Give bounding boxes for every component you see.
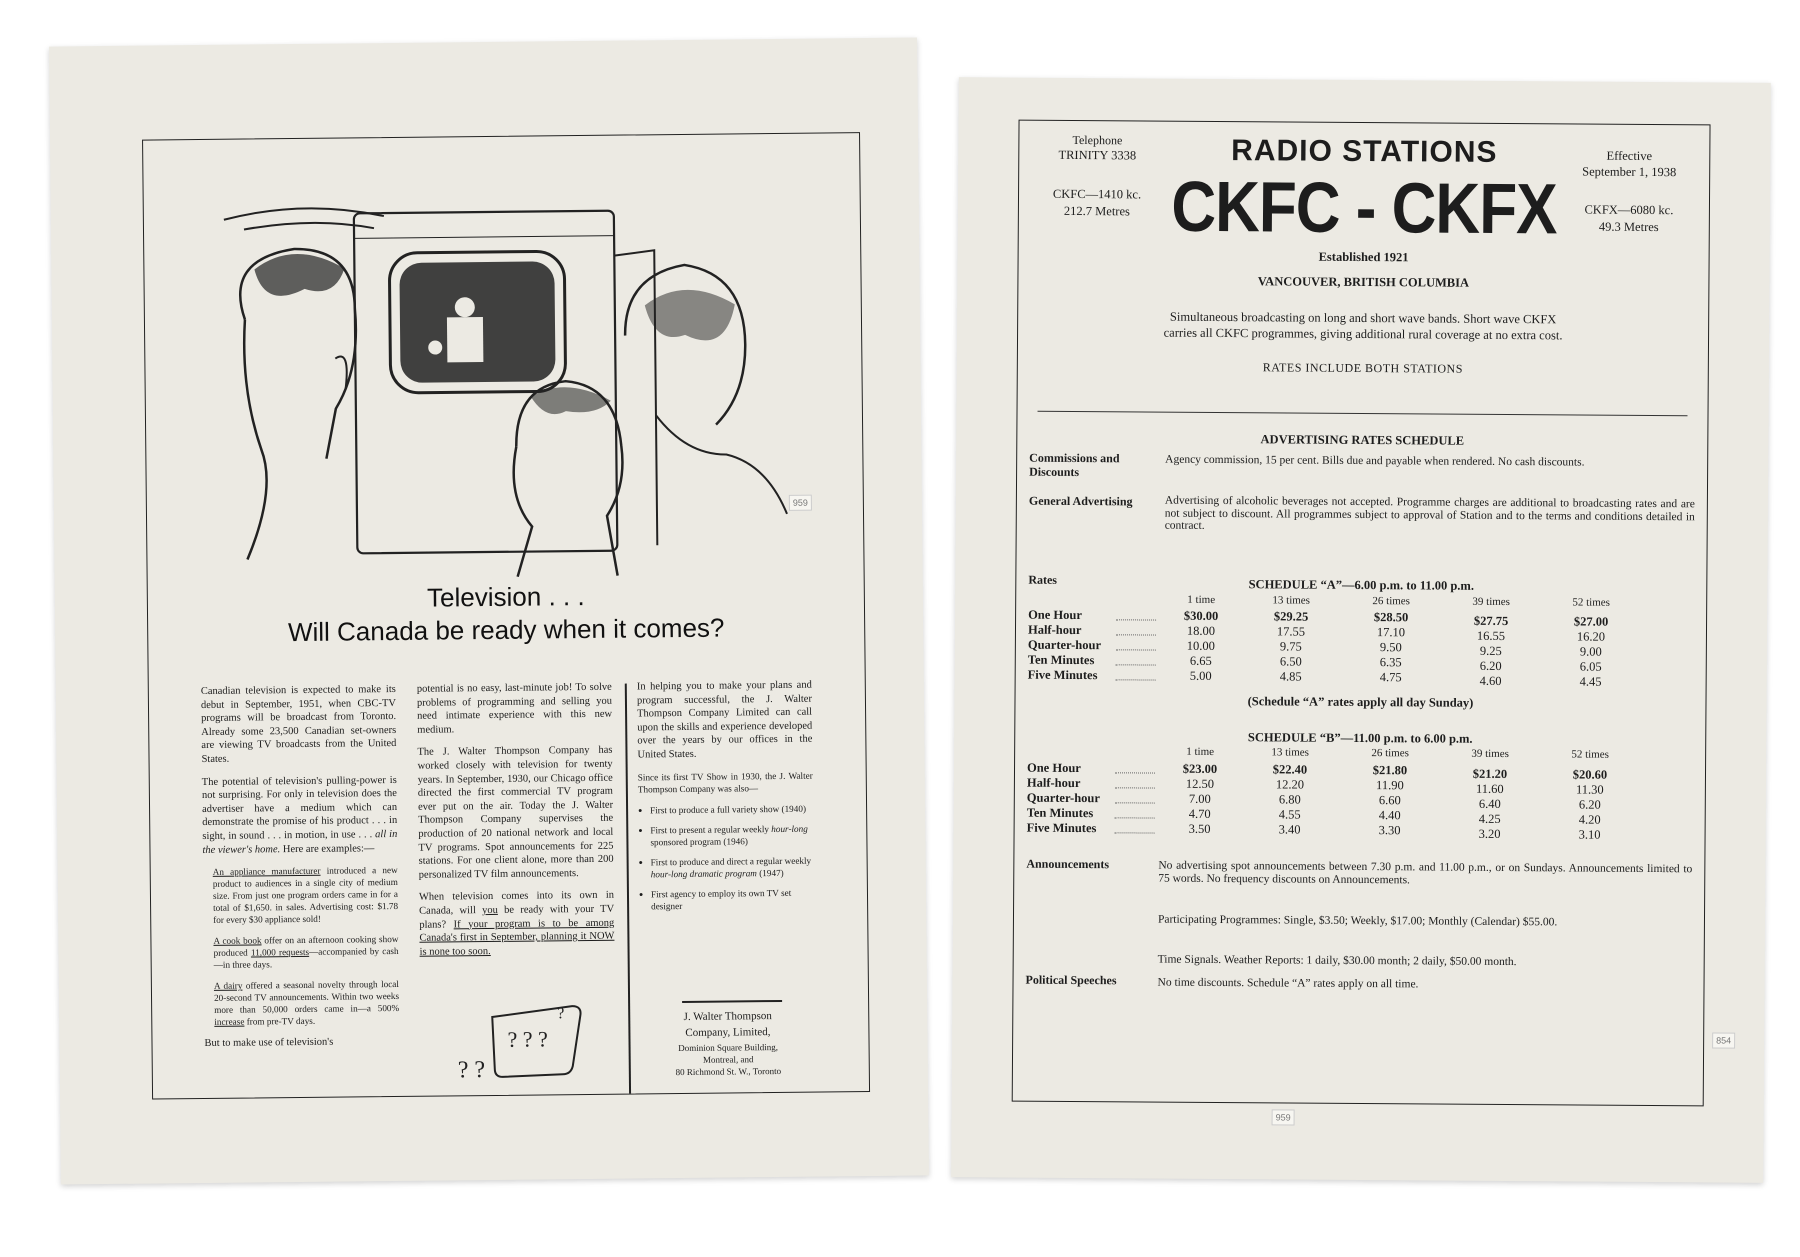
signature-rule	[682, 1000, 782, 1003]
list-item: ● First to present a regular weekly hour-long sponsored program (1946)	[638, 822, 813, 848]
paragraph: Canadian television is expected to make its debut in September, 1951, when CBC-TV programs will be broadcast from Toronto. Already some 23,500 Canadian set-owners are viewing TV broadcasts from the United States.	[200, 683, 397, 765]
list-item: ● First agency to employ its own TV set designer	[639, 886, 814, 912]
station-call-letters: CKFC - CKFX	[1171, 167, 1557, 250]
rate-cell: $29.25	[1273, 609, 1309, 624]
leader-dots	[1115, 772, 1155, 773]
svg-text:?: ?	[557, 1005, 565, 1023]
rate-cell: 9.50	[1379, 640, 1402, 655]
title-small: RADIO STATIONS	[1231, 134, 1498, 169]
paragraph: In helping you to make your plans and program successful, the J. Walter Thompson Company Limited can call upon the skills and experience developed over the years by our offices in the United States.	[636, 679, 813, 761]
leader-dots	[1116, 649, 1156, 650]
list-item: ● First to produce and direct a regular weekly hour-long dramatic program (1947)	[639, 854, 814, 880]
section-divider	[1038, 411, 1688, 417]
paragraph: potential is no easy, last-minute job! To solve problems of programming and selling you need intimate experience with this new medium.	[416, 681, 613, 736]
political-speeches-text: No time discounts. Schedule “A” rates apply on all time.	[1157, 976, 1419, 991]
rate-cell: 4.40	[1378, 808, 1401, 823]
firsts-list	[638, 802, 814, 912]
paragraph: Since its first TV Show in 1930, the J. Walter Thompson Company was also—	[637, 770, 813, 795]
rate-row-label: Half-hour	[1026, 775, 1081, 791]
column-header: 1 time	[1186, 745, 1215, 758]
column-header: 1 time	[1187, 593, 1216, 606]
political-speeches-label: Political Speeches	[1025, 972, 1117, 988]
rate-cell: 9.25	[1479, 643, 1502, 658]
leader-dots	[1115, 802, 1155, 803]
leader-dots	[1116, 664, 1156, 665]
rate-cell: 16.55	[1476, 628, 1506, 644]
svg-text:? ?: ? ?	[457, 1057, 486, 1084]
rate-card-frame	[1012, 120, 1711, 1107]
list-item: ● First to produce a full variety show (1940)	[638, 802, 813, 816]
schedule-b-table	[1020, 121, 1710, 126]
rate-cell: $20.60	[1572, 767, 1608, 782]
telephone-number: TRINITY 3338	[1058, 147, 1137, 163]
rate-cell: $27.00	[1573, 614, 1609, 629]
leader-dots	[1115, 817, 1155, 818]
rate-cell: $30.00	[1183, 608, 1219, 624]
rate-row-label: One Hour	[1026, 760, 1081, 776]
column-header: 26 times	[1372, 595, 1411, 608]
headline-line-1: Television . . .	[426, 580, 585, 613]
established-year: Established 1921	[1318, 249, 1409, 265]
column-header: 13 times	[1271, 746, 1309, 759]
rate-cell: 6.50	[1279, 654, 1302, 669]
rate-cell: 4.70	[1188, 806, 1211, 821]
rate-cell: 11.30	[1575, 782, 1604, 797]
company-address: Montreal, and	[702, 1054, 754, 1065]
simulcast-note: Simultaneous broadcasting on long and short wave bands. Short wave CKFX	[1169, 309, 1557, 327]
time-signals-text: Time Signals. Weather Reports: 1 daily, $30.00 month; 2 daily, $50.00 month.	[1157, 953, 1517, 969]
archive-tag: 959	[1272, 1109, 1295, 1125]
rate-cell: $21.80	[1372, 763, 1408, 778]
leader-dots	[1115, 832, 1155, 833]
schedule-a-table	[1020, 121, 1710, 126]
ad-column-1	[201, 683, 400, 1060]
leader-dots	[1116, 634, 1156, 635]
archive-tag: 854	[1712, 1032, 1735, 1048]
rate-cell: 6.20	[1578, 797, 1601, 812]
rate-cell: 6.35	[1379, 655, 1402, 670]
rate-row-label: Quarter-hour	[1026, 790, 1101, 806]
rate-cell: 17.55	[1276, 624, 1306, 639]
paragraph: When television comes into its own in Canada, will you be ready with your TV plans? If your program is to be among Canada's first in September, planning it NOW is none too soon.	[418, 890, 615, 958]
advertisement-page	[49, 37, 929, 1184]
announcements-text: No advertising spot announcements between 7.30 p.m. and 11.00 p.m., or on Sundays. Announcements limited to 75 words. No frequency discounts on Announcements.	[1158, 859, 1693, 886]
example-dairy: A dairy offered a seasonal novelty through local 20-second TV announcements. Within two weeks more than 50,000 orders came in—a 500% increase from pre-TV days.	[213, 979, 400, 1028]
column-header: 52 times	[1572, 596, 1611, 609]
rate-cell: 11.60	[1476, 781, 1504, 797]
example-cook-book: A cook book offer on an afternoon cooking show produced 11,000 requests—accompanied by cash—in three days.	[213, 934, 399, 971]
rate-cell: 4.25	[1478, 811, 1501, 826]
svg-text:? ? ?: ? ? ?	[507, 1026, 548, 1052]
company-address: Dominion Square Building,	[678, 1041, 779, 1054]
rates-label: Rates	[1028, 572, 1058, 587]
company-signature: J. Walter Thompson	[683, 1010, 772, 1023]
general-advertising-label: General Advertising	[1028, 493, 1133, 509]
schedule-heading: ADVERTISING RATES SCHEDULE	[1260, 432, 1465, 448]
rate-row-label: Half-hour	[1027, 622, 1082, 638]
rate-row-label: Ten Minutes	[1027, 652, 1095, 668]
rate-cell: 6.20	[1479, 658, 1502, 673]
rate-cell: 3.30	[1378, 823, 1401, 838]
rate-cell: $22.40	[1272, 762, 1308, 777]
rate-cell: 4.60	[1479, 673, 1502, 688]
family-watching-tv-illustration	[183, 153, 827, 590]
rate-cell: $28.50	[1373, 610, 1409, 625]
ckfx-metres: 49.3 Metres	[1598, 219, 1659, 235]
company-address: 80 Richmond St. W., Toronto	[675, 1065, 782, 1078]
location: VANCOUVER, BRITISH COLUMBIA	[1257, 274, 1470, 290]
schedule-a-note: (Schedule “A” rates apply all day Sunday)	[1247, 694, 1474, 710]
rate-cell: $23.00	[1182, 761, 1218, 776]
rate-cell: 6.40	[1478, 796, 1501, 811]
rate-cell: 4.20	[1578, 812, 1601, 827]
effective-date: September 1, 1938	[1582, 164, 1677, 180]
paragraph: The J. Walter Thompson Company has worked closely with television for twenty years. In September, 1930, our Chicago office directed the first commercial TV program ever put on the air. Today the J. Walter Thompson Company supervises the production of 20 national network and local TV programs. Spot announcements for 225 stations. For one client alone, more than 200 personalized TV film announcements.	[417, 745, 614, 881]
rate-cell: 4.75	[1379, 670, 1402, 685]
headline-line-2: Will Canada be ready when it comes?	[287, 612, 725, 648]
schedule-a-title: SCHEDULE “A”—6.00 p.m. to 11.00 p.m.	[1248, 577, 1475, 593]
rate-cell: 6.60	[1378, 793, 1401, 808]
commissions-label: Commissions and	[1029, 450, 1120, 466]
participating-programmes-text: Participating Programmes: Single, $3.50; Weekly, $17.00; Monthly (Calendar) $55.00.	[1157, 913, 1558, 929]
rate-cell: 10.00	[1186, 638, 1215, 653]
simulcast-note: carries all CKFC programmes, giving additional rural coverage at no extra cost.	[1163, 325, 1563, 343]
column-header: 26 times	[1371, 747, 1409, 760]
rate-row-label: Ten Minutes	[1026, 805, 1094, 821]
example-appliance: An appliance manufacturer introduced a new product to audiences in a single city of medium size. From just one program orders came in for a total of $1,650. in sales. Advertising cost: $1.78 for every $30 appliance sold!	[212, 865, 399, 926]
commissions-label: Discounts	[1029, 464, 1080, 480]
advertisement-frame	[142, 132, 870, 1099]
tv-question-marks-icon	[452, 996, 613, 1088]
archive-tag: 959	[789, 495, 812, 511]
schedule-b-title: SCHEDULE “B”—11.00 p.m. to 6.00 p.m.	[1247, 730, 1473, 746]
effective-label: Effective	[1606, 148, 1653, 164]
rate-cell: 12.20	[1275, 777, 1305, 792]
rate-cell: $21.20	[1472, 766, 1508, 782]
rate-cell: 4.45	[1579, 674, 1602, 689]
rate-cell: 16.20	[1576, 629, 1606, 644]
ckfc-frequency: CKFC—1410 kc.	[1052, 186, 1142, 202]
rate-cell: 9.75	[1279, 639, 1302, 654]
rate-card-page	[951, 77, 1771, 1183]
rate-cell: 5.00	[1189, 668, 1212, 683]
rate-row-label: Five Minutes	[1027, 667, 1098, 683]
rate-row-label: Quarter-hour	[1027, 637, 1102, 653]
column-header: 39 times	[1471, 747, 1509, 761]
rate-cell: 4.55	[1278, 807, 1301, 822]
rate-cell: 3.50	[1188, 821, 1211, 836]
rate-row-label: One Hour	[1028, 607, 1082, 623]
rate-cell: 3.20	[1478, 826, 1501, 841]
column-header: 52 times	[1571, 748, 1609, 761]
rate-cell: 7.00	[1188, 791, 1211, 806]
rate-cell: 11.90	[1376, 778, 1404, 793]
rate-cell: 17.10	[1376, 625, 1406, 640]
rate-cell: 6.05	[1579, 659, 1602, 674]
leader-dots	[1115, 787, 1155, 788]
rate-row-label: Five Minutes	[1026, 820, 1097, 836]
ckfx-frequency: CKFX—6080 kc.	[1584, 202, 1674, 218]
announcements-label: Announcements	[1026, 856, 1110, 872]
leader-dots	[1116, 679, 1156, 680]
leader-dots	[1116, 619, 1156, 620]
commissions-text: Agency commission, 15 per cent. Bills due and payable when rendered. No cash discounts.	[1165, 453, 1585, 469]
column-header: 13 times	[1272, 594, 1311, 607]
rate-cell: 18.00	[1186, 623, 1216, 638]
ad-column-3	[637, 679, 814, 920]
column-divider	[625, 684, 631, 1094]
rates-include-note: RATES INCLUDE BOTH STATIONS	[1262, 360, 1463, 376]
rate-cell: 12.50	[1185, 776, 1215, 791]
paragraph: But to make use of television's	[204, 1036, 334, 1050]
ckfc-metres: 212.7 Metres	[1063, 203, 1130, 219]
general-advertising-text: Advertising of alcoholic beverages not accepted. Programme charges are additional to broadcasting rates and are not subject to discount. All programmes subject to approval of Station and to the terms and conditions detailed in contract.	[1164, 494, 1695, 532]
paragraph: The potential of television's pulling-power is not surprising. For only in television does the advertiser have a medium which can demonstrate the promise of his product . . . in sight, in sound . . . in motion, in use . . . all in the viewer's home. Here are examples:—	[201, 774, 398, 856]
rate-cell: 6.80	[1278, 792, 1301, 807]
rate-cell: $27.75	[1473, 613, 1509, 629]
rate-cell: 3.10	[1578, 827, 1601, 842]
telephone-label: Telephone	[1072, 132, 1123, 148]
ad-column-2	[417, 681, 615, 968]
rate-cell: 6.65	[1189, 653, 1212, 668]
rate-cell: 4.85	[1279, 669, 1302, 684]
rate-cell: 9.00	[1579, 644, 1602, 659]
rate-cell: 3.40	[1278, 822, 1301, 837]
company-signature: Company, Limited,	[685, 1026, 771, 1039]
column-header: 39 times	[1472, 595, 1511, 609]
